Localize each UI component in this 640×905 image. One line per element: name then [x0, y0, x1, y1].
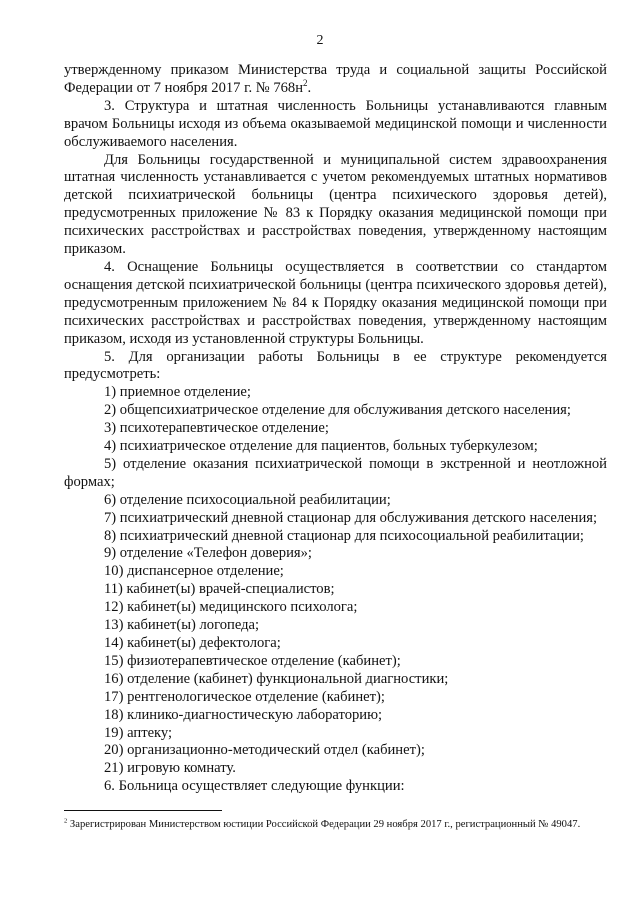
list-item: 5) отделение оказания психиатрической помощи в экстренной и неотложной формах; — [64, 455, 607, 490]
list-item: 17) рентгенологическое отделение (кабинет); — [104, 688, 385, 705]
list-item: 2) общепсихиатрическое отделение для обслуживания детского населения; — [104, 402, 571, 419]
footnote-divider — [64, 810, 222, 811]
list-item: 3) психотерапевтическое отделение; — [104, 420, 329, 437]
paragraph-3-staffing: Для Больницы государственной и муниципальной систем здравоохранения штатная численность устанавливается с учетом рекомендуемых штатных нормативов детской психиатрической больницы (центра психического здоровья детей), предусмотренных приложение № 83 к Порядку оказания медицинской помощи при психических расстройствах и расстройствах поведения, утвержденному настоящим приказом. — [64, 151, 607, 258]
list-item: 15) физиотерапевтическое отделение (кабинет); — [104, 652, 401, 669]
paragraph-6-functions: 6. Больница осуществляет следующие функции: — [104, 778, 405, 795]
paragraph-3-structure: 3. Структура и штатная численность Больницы устанавливаются главным врачом Больницы исходя из объема оказываемой медицинской помощи и численности обслуживаемого населения. — [64, 97, 607, 150]
footnote-text: Зарегистрирован Министерством юстиции Российской Федерации 29 ноября 2017 г., регистрационный № 49047. — [67, 819, 581, 830]
list-item: 9) отделение «Телефон доверия»; — [104, 545, 312, 562]
footnote — [64, 818, 610, 831]
list-item: 7) психиатрический дневной стационар для обслуживания детского населения; — [104, 509, 598, 526]
list-item: 11) кабинет(ы) врачей-специалистов; — [104, 581, 335, 598]
list-item: 21) игровую комнату. — [104, 760, 236, 777]
page-number: 2 — [316, 33, 324, 48]
paragraph-text: утвержденному приказом Министерства труда и социальной защиты Российской Федерации от 7 ноября 2017 г. № 768н — [64, 62, 607, 96]
list-item: 20) организационно-методический отдел (кабинет); — [104, 742, 425, 759]
footnote-reference: 2 — [303, 78, 308, 89]
list-item: 19) аптеку; — [104, 724, 173, 741]
list-item: 18) клинико-диагностическую лабораторию; — [104, 706, 383, 723]
list-item: 14) кабинет(ы) дефектолога; — [104, 635, 281, 651]
structure-list — [64, 384, 607, 778]
document-body — [64, 62, 607, 796]
list-item: 1) приемное отделение; — [104, 384, 251, 401]
list-item: 8) психиатрический дневной стационар для психосоциальной реабилитации; — [104, 527, 584, 544]
list-item: 10) диспансерное отделение; — [104, 563, 284, 580]
paragraph-5-structure-intro: 5. Для организации работы Больницы в ее структуре рекомендуется предусмотреть: — [64, 348, 607, 383]
list-item: 16) отделение (кабинет) функциональной диагностики; — [104, 670, 449, 687]
list-item: 6) отделение психосоциальной реабилитации; — [104, 491, 391, 508]
paragraph-end: . — [307, 79, 312, 96]
list-item: 4) психиатрическое отделение для пациентов, больных туберкулезом; — [104, 438, 538, 455]
paragraph-4-equipment: 4. Оснащение Больницы осуществляется в соответствии со стандартом оснащения детской психиатрической больницы (центра психического здоровья детей), предусмотренным приложением № 84 к Порядку оказания медицинской помощи при психических расстройствах и расстройствах поведения, утвержденному настоящим приказом, исходя из установленной структуры Больницы. — [64, 258, 607, 347]
paragraph-order-reference — [64, 62, 607, 98]
footnote-marker: 2 — [64, 817, 68, 825]
list-item: 13) кабинет(ы) логопеда; — [104, 617, 260, 634]
list-item: 12) кабинет(ы) медицинского психолога; — [104, 599, 358, 616]
